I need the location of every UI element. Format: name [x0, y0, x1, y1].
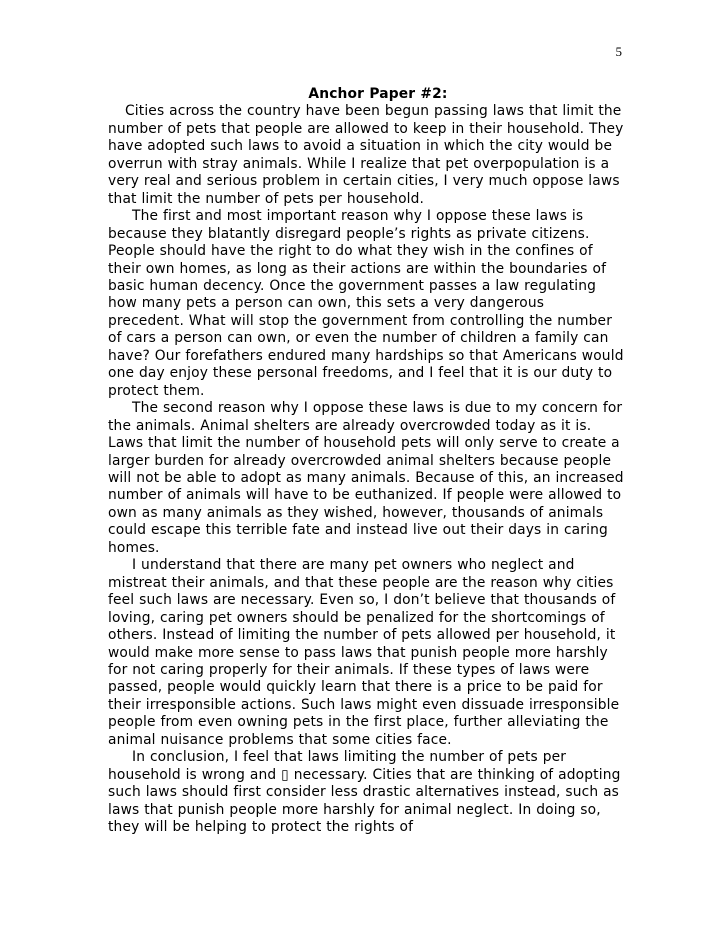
- paragraph-counterargument: I understand that there are many pet owners who neglect and mistreat their animals, and that these people are the reason why cities feel such laws are necessary. Even so, I don’t believe that thousands of loving, caring pet owners should be penalized for the shortcomings of others. Instead of limiting the number of pets allowed per household, it would make more sense to pass laws that punish people more harshly for not caring properly for their animals. If these types of laws were passed, people would quickly learn that there is a price to be paid for their irresponsible actions. Such laws might even dissuade irresponsible people from even owning pets in the first place, further alleviating the animal nuisance problems that some cities face.: [108, 557, 620, 748]
- paragraph-first-reason: The first and most important reason why I oppose these laws is because they blatantly disregard people’s rights as private citizens. People should have the right to do what they wish in the confines of their own homes, as long as their actions are within the boundaries of basic human decency. Once the government passes a law regulating how many pets a person can own, this sets a very dangerous precedent. What will stop the government from controlling the number of cars a person can own, or even the number of children a family can have? Our forefathers endured many hardships so that Americans would one day enjoy these personal freedoms, and I feel that it is our duty to protect them.: [108, 208, 624, 399]
- paragraph-intro: Cities across the country have been begun passing laws that limit the number of pets that people are allowed to keep in their household. They have adopted such laws to avoid a situation in which the city would be overrun with stray animals. While I realize that pet overpopulation is a very real and serious problem in certain cities, I very much oppose laws that limit the number of pets per household.: [108, 103, 624, 207]
- essay-title: Anchor Paper #2:: [308, 86, 448, 102]
- essay-body: [108, 86, 624, 836]
- paragraph-second-reason: The second reason why I oppose these laws is due to my concern for the animals. Animal shelters are already overcrowded today as it is. Laws that limit the number of household pets will only serve to create a larger burden for already overcrowded animal shelters because people will not be able to adopt as many animals. Because of this, an increased number of animals will have to be euthanized. If people were allowed to own as many animals as they wished, however, thousands of animals could escape this terrible fate and instead live out their days in caring homes.: [108, 400, 624, 556]
- paragraph-conclusion: In conclusion, I feel that laws limiting the number of pets per household is wrong and ▯ necessary. Cities that are thinking of adopting such laws should first consider less drastic alternatives instead, such as laws that punish people more harshly for animal neglect. In doing so, they will be helping to protect the rights of: [108, 749, 621, 836]
- page-number: 5: [615, 44, 622, 59]
